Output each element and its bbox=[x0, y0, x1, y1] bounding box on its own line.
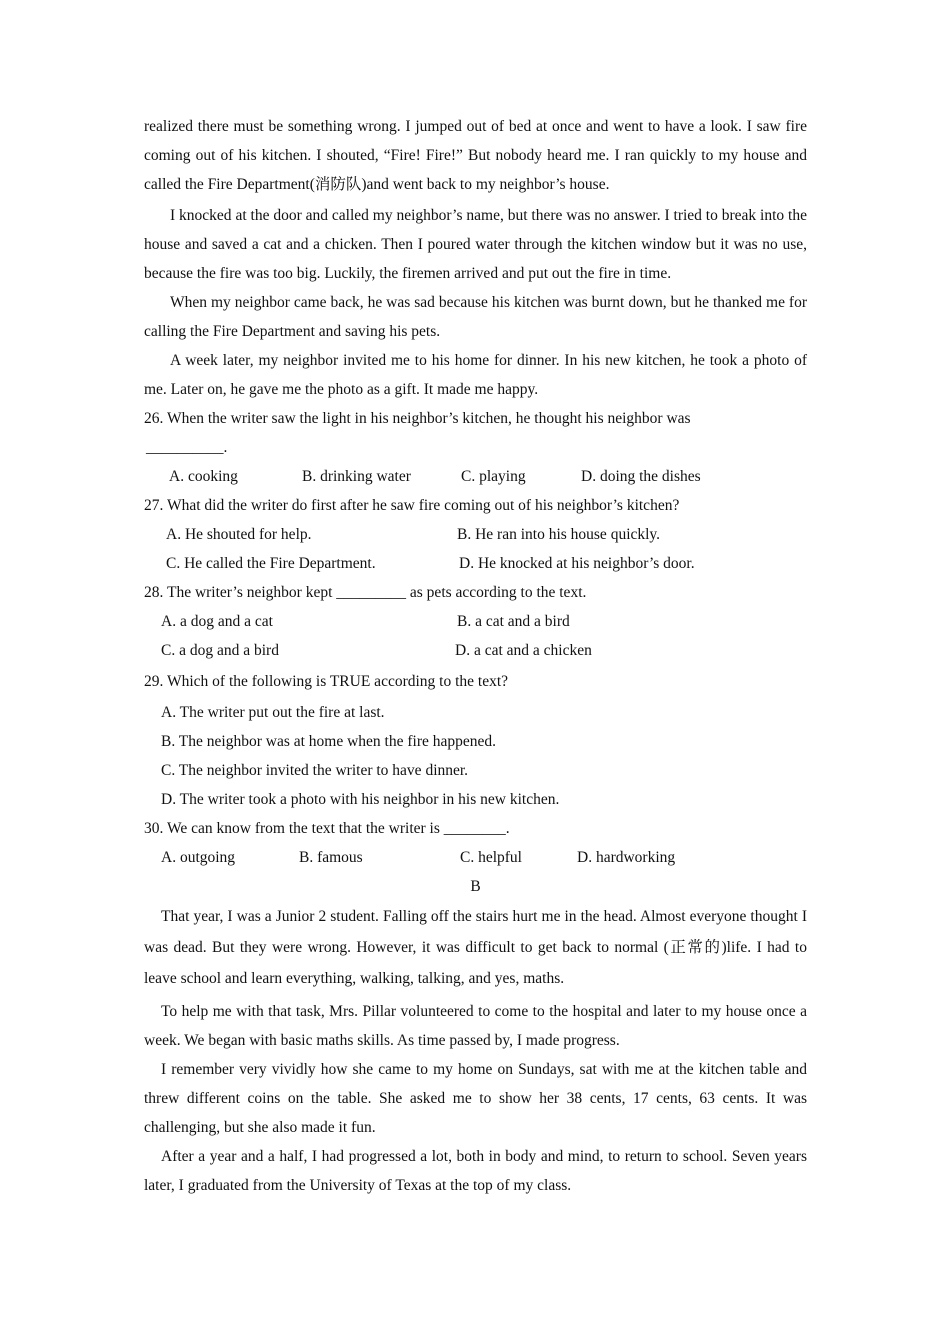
question-28-options-row1 bbox=[144, 607, 807, 636]
option-29-a: A. The writer put out the fire at last. bbox=[161, 704, 385, 721]
question-29-stem: 29. Which of the following is TRUE according to the text? bbox=[144, 673, 509, 690]
passage-a-paragraph-2: I knocked at the door and called my neighbor’s name, but there was no answer. I tried to break into the house and saved a cat and a chicken. Then I poured water through the kitchen window but it was no use, because the fire was too big. Luckily, the firemen arrived and put out the fire in time. bbox=[144, 207, 807, 282]
option-30-b: B. famous bbox=[299, 849, 363, 866]
question-30-stem: 30. We can know from the text that the writer is ________. bbox=[144, 820, 510, 837]
question-30 bbox=[144, 814, 807, 872]
option-28-a: A. a dog and a cat bbox=[161, 613, 273, 630]
question-28-stem: 28. The writer’s neighbor kept _________ as pets according to the text. bbox=[144, 584, 587, 601]
option-28-c: C. a dog and a bird bbox=[161, 642, 279, 659]
exam-page bbox=[144, 112, 807, 1200]
question-28 bbox=[144, 578, 807, 665]
option-27-c: C. He called the Fire Department. bbox=[166, 555, 376, 572]
option-26-b: B. drinking water bbox=[302, 468, 411, 485]
question-27-options-row2 bbox=[144, 549, 807, 578]
option-28-b: B. a cat and a bird bbox=[457, 613, 570, 630]
option-27-a: A. He shouted for help. bbox=[166, 526, 312, 543]
passage-b-paragraph-2: To help me with that task, Mrs. Pillar volunteered to come to the hospital and later to my house once a week. We began with basic maths skills. As time passed by, I made progress. bbox=[144, 1003, 807, 1049]
passage-b-heading: B bbox=[470, 878, 481, 895]
option-27-b: B. He ran into his house quickly. bbox=[457, 526, 661, 543]
option-30-c: C. helpful bbox=[460, 849, 522, 866]
option-26-d: D. doing the dishes bbox=[581, 468, 701, 485]
option-28-d: D. a cat and a chicken bbox=[455, 642, 592, 659]
question-26-options bbox=[144, 462, 807, 491]
option-29-d: D. The writer took a photo with his neighbor in his new kitchen. bbox=[161, 791, 560, 808]
question-29 bbox=[144, 667, 807, 814]
question-26-stem: 26. When the writer saw the light in his neighbor’s kitchen, he thought his neighbor was bbox=[144, 410, 691, 427]
passage-b-paragraph-3: I remember very vividly how she came to my home on Sundays, sat with me at the kitchen table and threw different coins on the table. She asked me to show her 38 cents, 17 cents, 63 cents. It was challenging, but she also made it fun. bbox=[144, 1061, 807, 1136]
question-26 bbox=[144, 404, 807, 491]
question-30-options bbox=[144, 843, 807, 872]
option-26-a: A. cooking bbox=[169, 468, 238, 485]
question-28-options-row2 bbox=[144, 636, 807, 665]
question-26-blank: __________. bbox=[146, 439, 228, 456]
question-27-stem: 27. What did the writer do first after he saw fire coming out of his neighbor’s kitchen? bbox=[144, 497, 680, 514]
option-30-a: A. outgoing bbox=[161, 849, 236, 866]
option-27-d: D. He knocked at his neighbor’s door. bbox=[459, 555, 695, 572]
question-27-options-row1 bbox=[144, 520, 807, 549]
option-29-c: C. The neighbor invited the writer to have dinner. bbox=[161, 762, 469, 779]
passage-a-paragraph-4: A week later, my neighbor invited me to his home for dinner. In his new kitchen, he took a photo of me. Later on, he gave me the photo as a gift. It made me happy. bbox=[144, 352, 807, 398]
question-27 bbox=[144, 491, 807, 578]
passage-a-paragraph-3: When my neighbor came back, he was sad because his kitchen was burnt down, but he thanked me for calling the Fire Department and saving his pets. bbox=[144, 294, 807, 340]
passage-a-paragraph-1: realized there must be something wrong. I jumped out of bed at once and went to have a look. I saw fire coming out of his kitchen. I shouted, “Fire! Fire!” But nobody heard me. I ran quickly to my house and called the Fire Department(消防队)and went back to my neighbor’s house. bbox=[144, 118, 807, 193]
option-30-d: D. hardworking bbox=[577, 849, 676, 866]
passage-b-paragraph-4: After a year and a half, I had progressed a lot, both in body and mind, to return to school. Seven years later, I graduated from the University of Texas at the top of my class. bbox=[144, 1148, 807, 1194]
option-29-b: B. The neighbor was at home when the fire happened. bbox=[161, 733, 497, 750]
option-26-c: C. playing bbox=[461, 468, 526, 485]
passage-b-paragraph-1: That year, I was a Junior 2 student. Falling off the stairs hurt me in the head. Almost everyone thought I was dead. But they were wrong. However, it was difficult to get back to normal (正常的)life. I had to leave school and learn everything, walking, talking, and yes, maths. bbox=[144, 908, 807, 987]
